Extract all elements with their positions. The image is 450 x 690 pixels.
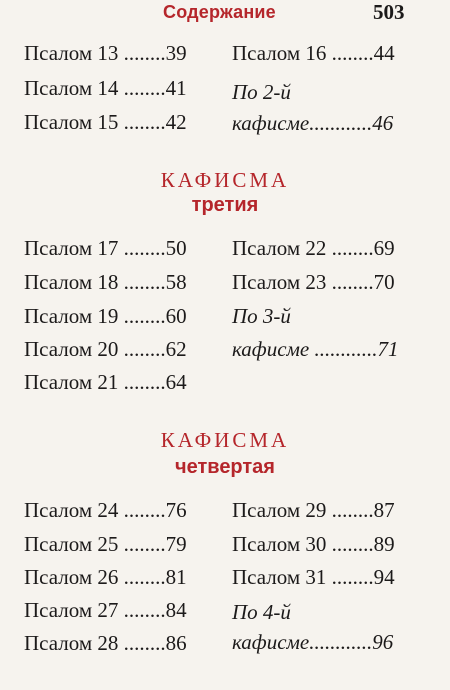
section-subtitle-kathisma-4: четвертая — [175, 456, 275, 478]
toc-entry-kathisma-4-prayers-line2[interactable]: кафисме............96 — [232, 630, 394, 654]
section-title-kathisma-3: КАФИСМА — [160, 168, 290, 192]
toc-entry-psalm-18[interactable]: Псалом 18 ........58 — [24, 270, 187, 294]
toc-entry-kathisma-3-prayers-line1[interactable]: По 3-й — [232, 304, 291, 328]
toc-entry-kathisma-4-prayers-line1[interactable]: По 4-й — [232, 600, 291, 624]
page-number: 503 — [373, 0, 405, 24]
section-subtitle-kathisma-3: третия — [191, 194, 259, 216]
toc-entry-psalm-16[interactable]: Псалом 16 ........44 — [232, 41, 395, 65]
toc-entry-psalm-25[interactable]: Псалом 25 ........79 — [24, 532, 187, 556]
toc-entry-psalm-20[interactable]: Псалом 20 ........62 — [24, 337, 187, 361]
toc-entry-kathisma-2-prayers-line1[interactable]: По 2-й — [232, 80, 291, 104]
toc-entry-kathisma-3-prayers-line2[interactable]: кафисме ............71 — [232, 337, 399, 361]
toc-entry-psalm-28[interactable]: Псалом 28 ........86 — [24, 631, 187, 655]
toc-entry-psalm-29[interactable]: Псалом 29 ........87 — [232, 498, 395, 522]
toc-entry-psalm-21[interactable]: Псалом 21 ........64 — [24, 370, 187, 394]
toc-entry-psalm-26[interactable]: Псалом 26 ........81 — [24, 565, 187, 589]
toc-entry-psalm-15[interactable]: Псалом 15 ........42 — [24, 110, 187, 134]
toc-entry-psalm-27[interactable]: Псалом 27 ........84 — [24, 598, 187, 622]
toc-entry-psalm-24[interactable]: Псалом 24 ........76 — [24, 498, 187, 522]
toc-entry-psalm-30[interactable]: Псалом 30 ........89 — [232, 532, 395, 556]
toc-entry-psalm-17[interactable]: Псалом 17 ........50 — [24, 236, 187, 260]
toc-entry-kathisma-2-prayers-line2[interactable]: кафисме............46 — [232, 111, 394, 135]
running-header-title: Содержание — [163, 2, 276, 22]
toc-entry-psalm-22[interactable]: Псалом 22 ........69 — [232, 236, 395, 260]
toc-entry-psalm-19[interactable]: Псалом 19 ........60 — [24, 304, 187, 328]
toc-entry-psalm-23[interactable]: Псалом 23 ........70 — [232, 270, 395, 294]
toc-entry-psalm-31[interactable]: Псалом 31 ........94 — [232, 565, 395, 589]
toc-entry-psalm-14[interactable]: Псалом 14 ........41 — [24, 76, 187, 100]
toc-entry-psalm-13[interactable]: Псалом 13 ........39 — [24, 41, 187, 65]
section-title-kathisma-4: КАФИСМА — [160, 428, 290, 452]
